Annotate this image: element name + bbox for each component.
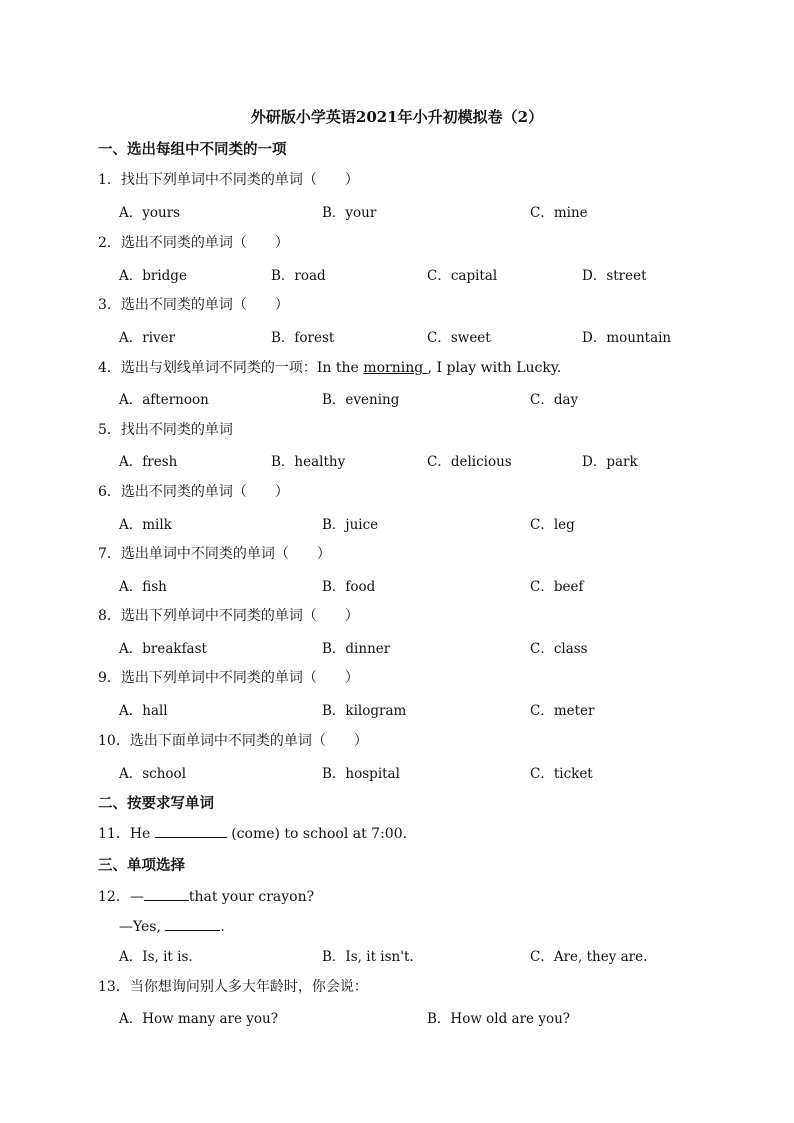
question-1: 1．找出下列单词中不同类的单词（ ） — [98, 172, 359, 188]
q2-option-b: B．road — [271, 268, 326, 284]
q7-option-a: A．fish — [119, 579, 167, 595]
q5-option-b: B．healthy — [271, 454, 346, 470]
question-5: 5．找出不同类的单词 — [98, 422, 233, 438]
question-12 — [98, 886, 314, 906]
q12-post: that your crayon? — [188, 889, 315, 905]
q10-option-a: A．school — [119, 766, 187, 782]
q5-option-d: D．park — [582, 454, 638, 470]
section-heading-2: 二、按要求写单词 — [98, 795, 214, 812]
q12-answer-blank-1[interactable] — [144, 886, 189, 901]
q12-pre: 12．— — [98, 889, 144, 905]
q10-option-b: B．hospital — [322, 766, 400, 782]
question-2: 2．选出不同类的单词（ ） — [98, 235, 289, 251]
question-11 — [98, 823, 407, 843]
q13-option-b: B．How old are you? — [427, 1011, 571, 1027]
q6-option-c: C．leg — [530, 517, 575, 533]
section-heading-3: 三、单项选择 — [98, 857, 185, 874]
q2-option-d: D．street — [582, 268, 647, 284]
q5-option-a: A．fresh — [119, 454, 178, 470]
q13-option-a: A．How many are you? — [119, 1011, 278, 1027]
q3-option-d: D．mountain — [582, 330, 672, 346]
q4-stem-pre: 4．选出与划线单词不同类的一项：In the — [98, 360, 364, 376]
q12-line2-pre: —Yes, — [119, 919, 166, 935]
q9-option-c: C．meter — [530, 703, 595, 719]
q10-option-c: C．ticket — [530, 766, 593, 782]
q2-option-a: A．bridge — [119, 268, 187, 284]
q11-pre: 11．He — [98, 826, 155, 842]
q2-option-c: C．capital — [427, 268, 498, 284]
q4-option-c: C．day — [530, 392, 579, 408]
q9-option-a: A．hall — [119, 703, 168, 719]
q4-option-b: B．evening — [322, 392, 400, 408]
question-7: 7．选出单词中不同类的单词（ ） — [98, 546, 331, 562]
q11-post: (come) to school at 7:00. — [226, 826, 408, 842]
q8-option-b: B．dinner — [322, 641, 391, 657]
question-8: 8．选出下列单词中不同类的单词（ ） — [98, 608, 359, 624]
q1-option-c: C．mine — [530, 205, 588, 221]
q6-option-b: B．juice — [322, 517, 379, 533]
q3-option-b: B．forest — [271, 330, 335, 346]
page-title: 外研版小学英语2021年小升初模拟卷（2） — [250, 108, 544, 126]
q1-option-a: A．yours — [119, 205, 181, 221]
q8-option-a: A．breakfast — [119, 641, 207, 657]
q11-answer-blank[interactable] — [155, 823, 227, 838]
q5-option-c: C．delicious — [427, 454, 512, 470]
question-9: 9．选出下列单词中不同类的单词（ ） — [98, 670, 359, 686]
question-12-line-2 — [119, 916, 225, 935]
q4-underlined-word: morning — [363, 360, 428, 376]
q4-option-a: A．afternoon — [119, 392, 209, 408]
q3-option-c: C．sweet — [427, 330, 491, 346]
q12-option-b: B．Is, it isn't. — [322, 949, 414, 965]
q9-option-b: B．kilogram — [322, 703, 407, 719]
q4-stem-post: , I play with Lucky. — [427, 360, 562, 376]
q12-line2-post: . — [220, 919, 225, 935]
q1-option-b: B．your — [322, 205, 377, 221]
question-6: 6．选出不同类的单词（ ） — [98, 484, 289, 500]
q12-option-c: C．Are, they are. — [530, 949, 648, 965]
question-3: 3．选出不同类的单词（ ） — [98, 297, 289, 313]
q7-option-b: B．food — [322, 579, 376, 595]
q3-option-a: A．river — [119, 330, 176, 346]
question-4 — [98, 357, 561, 377]
q8-option-c: C．class — [530, 641, 588, 657]
question-13: 13．当你想询问别人多大年龄时，你会说： — [98, 979, 368, 995]
q12-option-a: A．Is, it is. — [119, 949, 193, 965]
q7-option-c: C．beef — [530, 579, 584, 595]
q12-answer-blank-2[interactable] — [165, 916, 220, 931]
question-10: 10．选出下面单词中不同类的单词（ ） — [98, 733, 368, 749]
q6-option-a: A．milk — [119, 517, 172, 533]
section-heading-1: 一、选出每组中不同类的一项 — [98, 141, 287, 158]
